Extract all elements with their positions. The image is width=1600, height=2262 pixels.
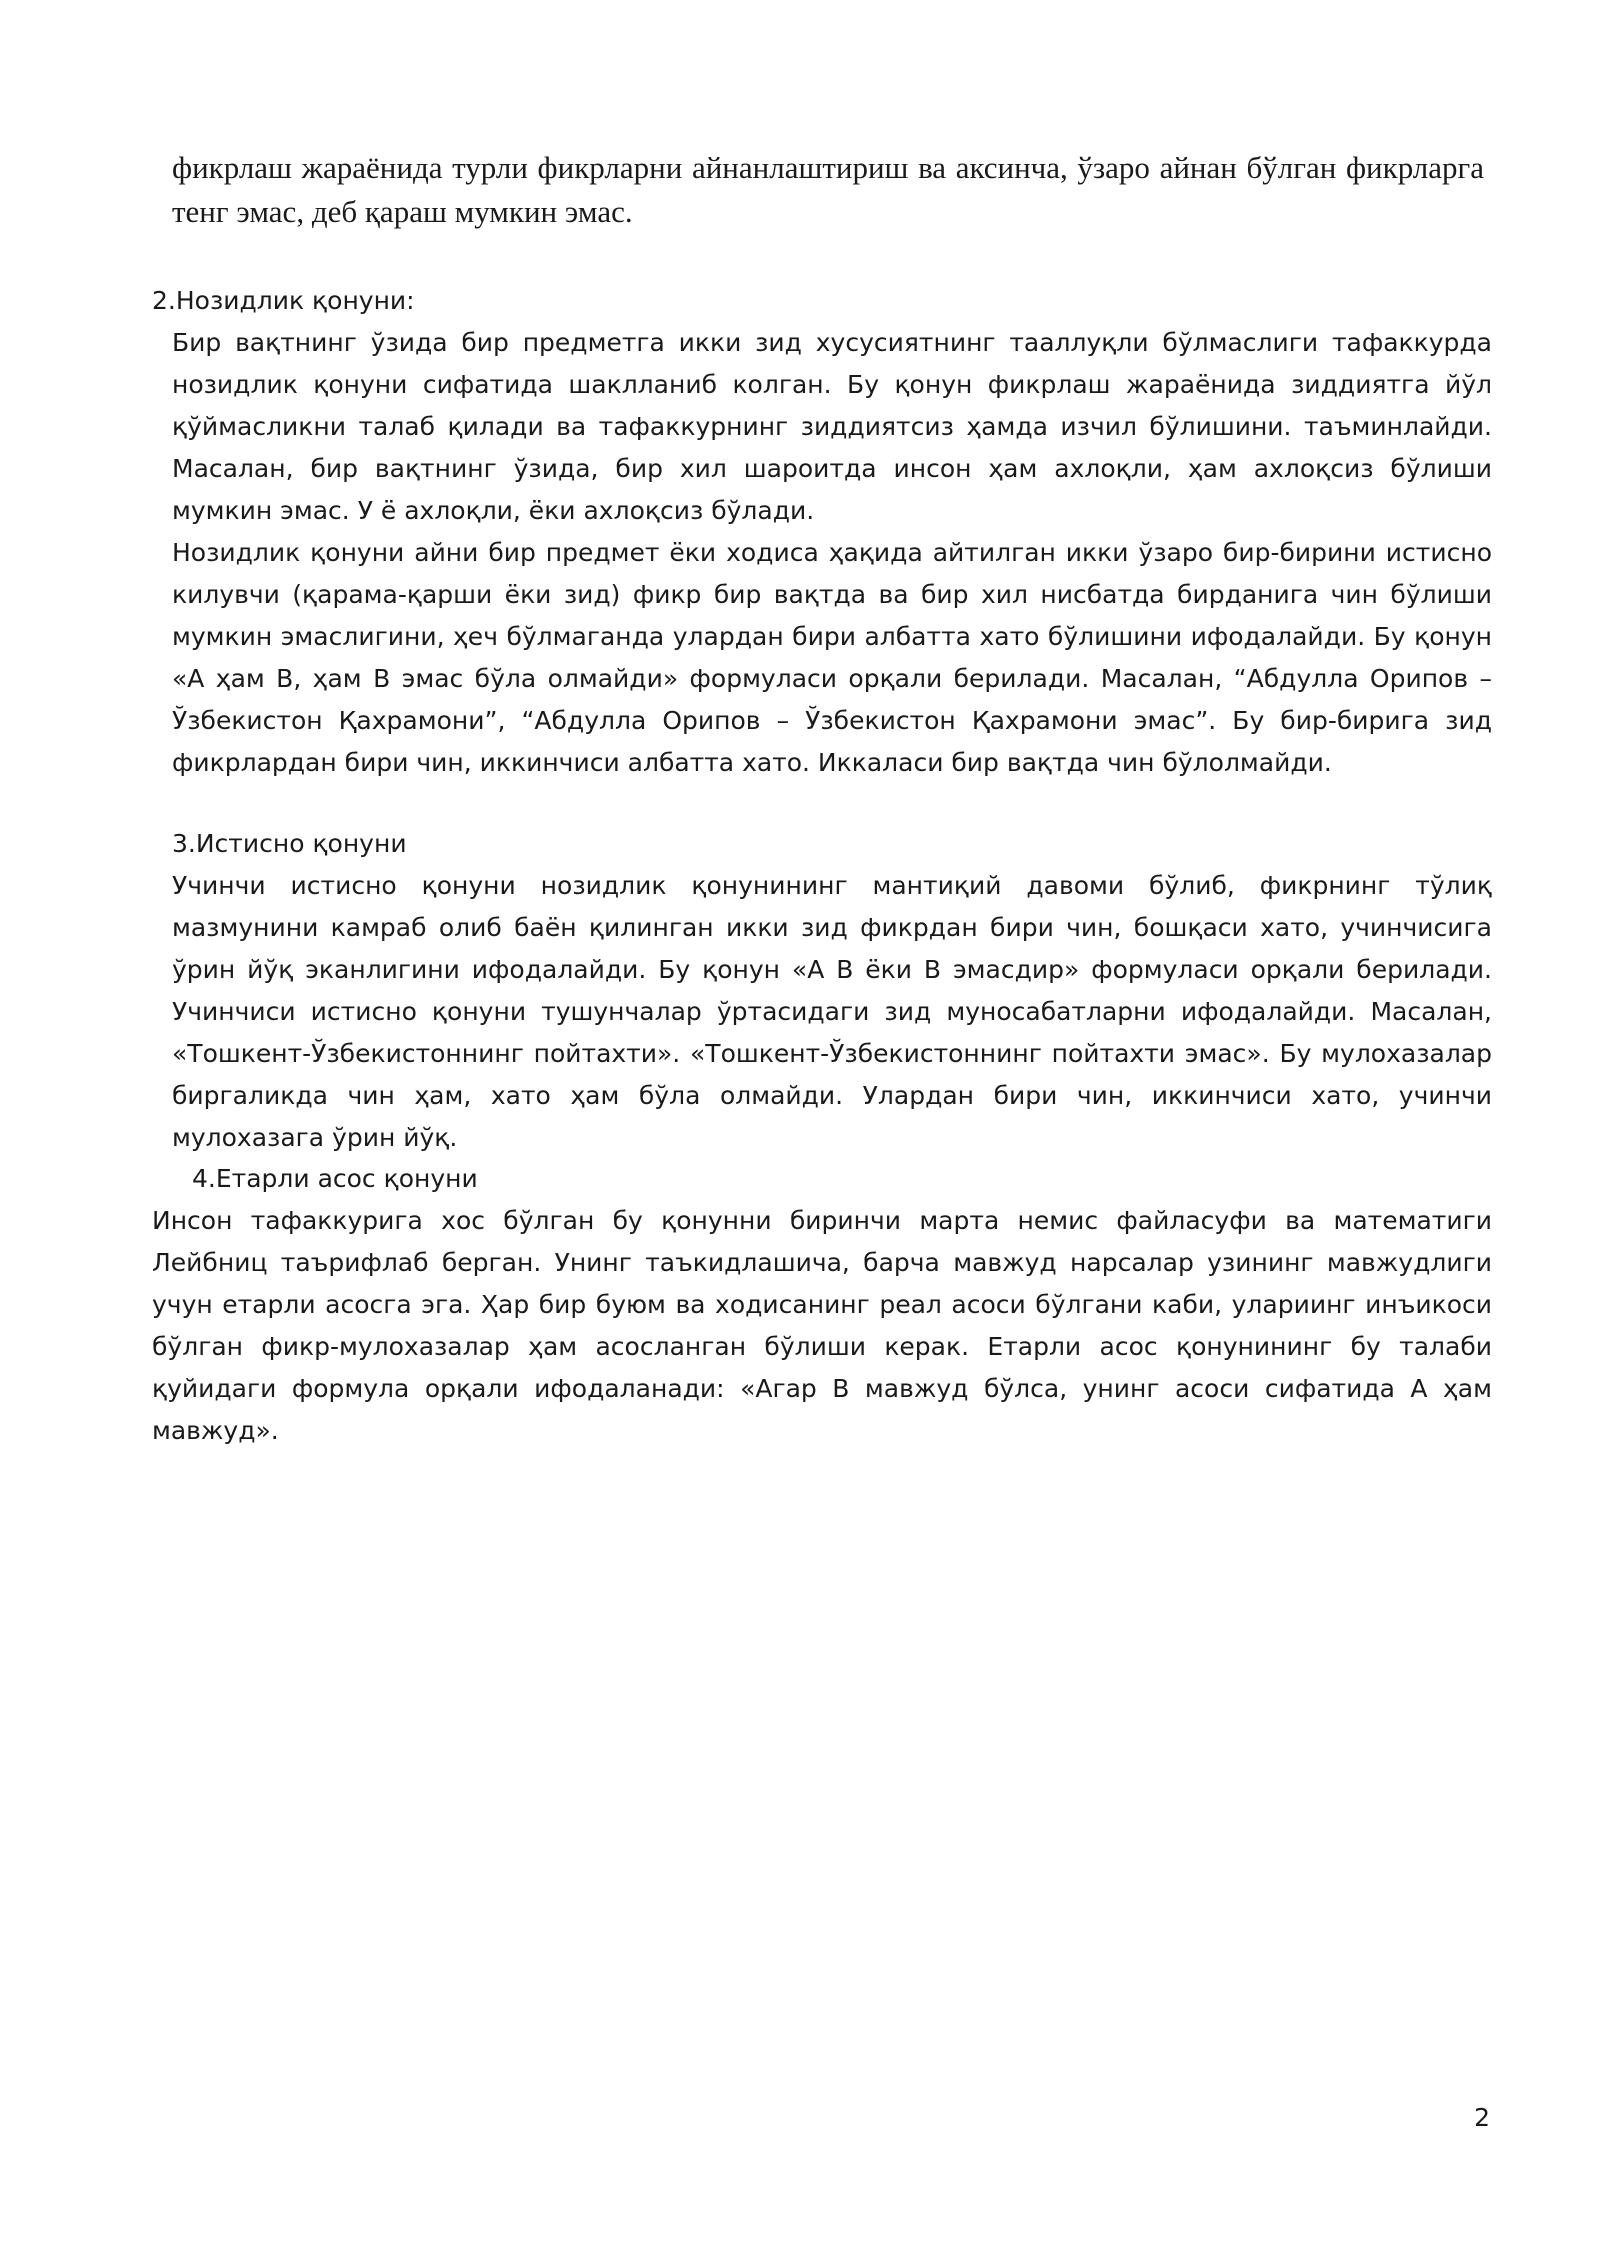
- intro-paragraph: фикрлаш жараёнида турли фикрларни айнанлаштириш ва аксинча, ўзаро айнан бўлган фикрларга тенг эмас, деб қараш мумкин эмас.: [172, 150, 1484, 229]
- section-paragraph: Бир вақтнинг ўзида бир предметга икки зид хусусиятнинг тааллуқли бўлмаслиги тафаккурда нозидлик қонуни сифатида шаклланиб колган. Бу қонун фикрлаш жараёнида зиддиятга йўл қўймасликни талаб қилади ва тафаккурнинг зиддиятсиз ҳамда изчил бўлишини. таъминлайди. Масалан, бир вақтнинг ўзида, бир хил шароитда инсон ҳам ахлоқли, ҳам ахлоқсиз бўлиши мумкин эмас. У ё ахлоқли, ёки ахлоқсиз бўлади.: [172, 328, 1492, 525]
- section-heading: 2.Нозидлик қонуни:: [152, 286, 415, 315]
- section-non-contradiction: [152, 280, 1492, 784]
- section-heading: 3.Истисно қонуни: [172, 829, 407, 858]
- section-paragraph: Учинчи истисно қонуни нозидлик қонунининг мантиқий давоми бўлиб, фикрнинг тўлиқ мазмунини камраб олиб баён қилинган икки зид фикрдан бири чин, бошқаси хато, учинчисига ўрин йўқ эканлигини ифодалайди. Бу қонун «А В ёки В эмасдир» формуласи орқали берилади. Учинчиси истисно қонуни тушунчалар ўртасидаги зид муносабатларни ифодалайди. Масалан, «Тошкент-Ўзбекистоннинг пойтахти». «Тошкент-Ўзбекистоннинг пойтахти эмас». Бу мулохазалар биргаликда чин ҳам, хато ҳам бўла олмайди. Улардан бири чин, иккинчиси хато, учинчи мулохазага ўрин йўқ.: [172, 871, 1492, 1152]
- section-paragraph: Инсон тафаккурига хос бўлган бу қонунни биринчи марта немис файласуфи ва математиги Лейбниц таърифлаб берган. Унинг таъкидлашича, барча мавжуд нарсалар узининг мавжудлиги учун етарли асосга эга. Ҳар бир буюм ва ходисанинг реал асоси бўлгани каби, улариинг инъикоси бўлган фикр-мулохазалар ҳам асосланган бўлиши керак. Етарли асос қонунининг бу талаби қуйидаги формула орқали ифодаланади: «Агар В мавжуд бўлса, унинг асоси сифатида А ҳам мавжуд».: [152, 1206, 1492, 1445]
- section-paragraph: Нозидлик қонуни айни бир предмет ёки ходиса ҳақида айтилган икки ўзаро бир-бирини истисно килувчи (қарама-қарши ёки зид) фикр бир вақтда ва бир хил нисбатда бирданига чин бўлиши мумкин эмаслигини, ҳеч бўлмаганда улардан бири албатта хато бўлишини ифодалайди. Бу қонун «А ҳам В, ҳам В эмас бўла олмайди» формуласи орқали берилади. Масалан, “Абдулла Орипов – Ўзбекистон Қахрамони”, “Абдулла Орипов – Ўзбекистон Қахрамони эмас”. Бу бир-бирига зид фикрлардан бири чин, иккинчиси албатта хато. Иккаласи бир вақтда чин бўлолмайди.: [172, 538, 1492, 777]
- section-sufficient-reason: [152, 1158, 1492, 1452]
- section-excluded-middle: [172, 823, 1492, 1159]
- page-number: 2: [1474, 2103, 1490, 2132]
- section-heading: 4.Етарли асос қонуни: [192, 1164, 478, 1193]
